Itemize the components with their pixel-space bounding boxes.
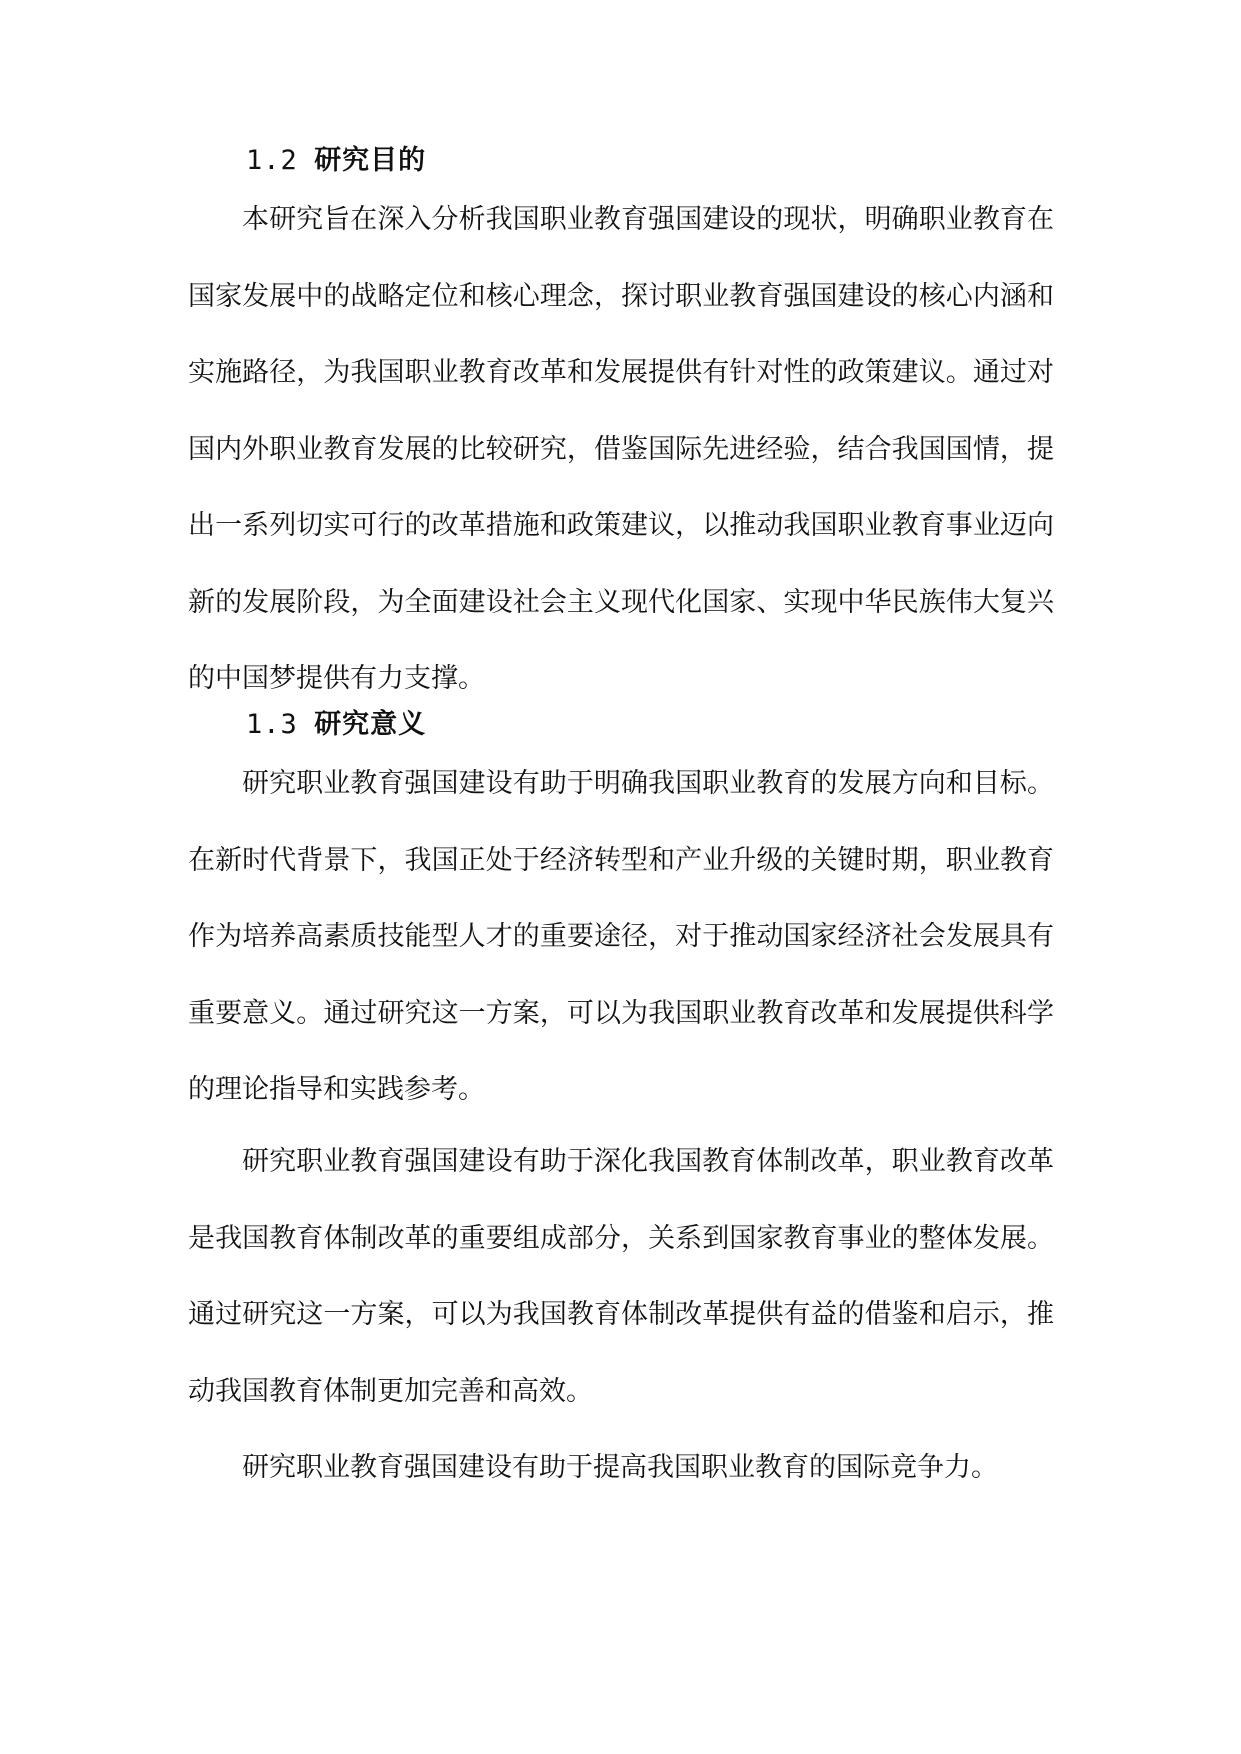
paragraph-research-purpose: 本研究旨在深入分析我国职业教育强国建设的现状，明确职业教育在国家发展中的战略定位和核心理念，探讨职业教育强国建设的核心内涵和实施路径，为我国职业教育改革和发展提供有针对性的政策建议。通过对国内外职业教育发展的比较研究，借鉴国际先进经验，结合我国国情，提出一系列切实可行的改革措施和政策建议，以推动我国职业教育事业迈向新的发展阶段，为全面建设社会主义现代化国家、实现中华民族伟大复兴的中国梦提供有力支撑。 (188, 204, 1054, 694)
paragraph-significance-1: 研究职业教育强国建设有助于明确我国职业教育的发展方向和目标。在新时代背景下，我国正处于经济转型和产业升级的关键时期，职业教育作为培养高素质技能型人才的重要途径，对于推动国家经济社会发展具有重要意义。通过研究这一方案，可以为我国职业教育改革和发展提供科学的理论指导和实践参考。 (188, 768, 1054, 1105)
section-heading-1-2 (246, 138, 426, 177)
section-title: 研究意义 (314, 709, 427, 740)
section-number: 1.2 (246, 145, 298, 176)
section-heading-1-3 (246, 702, 426, 741)
section-title: 研究目的 (314, 145, 427, 176)
paragraph-significance-2: 研究职业教育强国建设有助于深化我国教育体制改革，职业教育改革是我国教育体制改革的重要组成部分，关系到国家教育事业的整体发展。通过研究这一方案，可以为我国教育体制改革提供有益的借鉴和启示，推动我国教育体制更加完善和高效。 (188, 1146, 1054, 1407)
section-number: 1.3 (246, 709, 298, 740)
paragraph-significance-3: 研究职业教育强国建设有助于提高我国职业教育的国际竞争力。 (242, 1452, 998, 1483)
